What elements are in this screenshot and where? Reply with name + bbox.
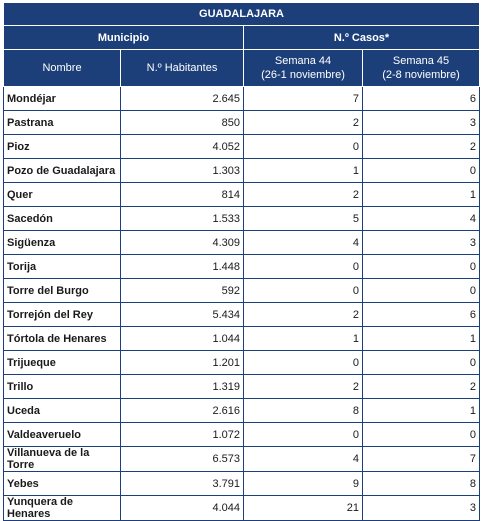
cell-nombre: Torija [4, 255, 121, 279]
group-header-casos: N.º Casos* [244, 26, 480, 50]
cell-semana-44: 7 [244, 87, 363, 111]
cell-semana-44: 0 [244, 135, 363, 159]
cell-semana-45: 7 [363, 447, 480, 472]
cell-semana-45: 3 [363, 231, 480, 255]
column-header-semana-45: Semana 45 (2-8 noviembre) [363, 50, 480, 87]
cell-nombre: Pozo de Guadalajara [4, 159, 121, 183]
cell-semana-44: 0 [244, 423, 363, 447]
cell-semana-45: 1 [363, 183, 480, 207]
cell-nombre: Yunquera de Henares [4, 496, 121, 521]
cell-nombre: Mondéjar [4, 87, 121, 111]
table-title: GUADALAJARA [4, 3, 480, 26]
cell-habitantes: 6.573 [121, 447, 244, 472]
cell-nombre: Villanueva de la Torre [4, 447, 121, 472]
cell-semana-44: 4 [244, 447, 363, 472]
cell-semana-44: 8 [244, 399, 363, 423]
cell-semana-44: 21 [244, 496, 363, 521]
table-row [4, 231, 480, 255]
cell-nombre: Pastrana [4, 111, 121, 135]
cell-semana-45: 0 [363, 159, 480, 183]
cell-semana-45: 6 [363, 87, 480, 111]
cell-semana-44: 1 [244, 159, 363, 183]
cell-semana-45: 0 [363, 255, 480, 279]
cell-semana-44: 2 [244, 183, 363, 207]
cell-semana-45: 2 [363, 375, 480, 399]
cell-habitantes: 4.052 [121, 135, 244, 159]
cell-habitantes: 2.616 [121, 399, 244, 423]
cell-semana-44: 0 [244, 279, 363, 303]
cell-nombre: Uceda [4, 399, 121, 423]
cell-semana-44: 0 [244, 351, 363, 375]
table-body [4, 87, 480, 521]
cell-semana-45: 0 [363, 351, 480, 375]
table-row [4, 303, 480, 327]
cell-semana-45: 1 [363, 327, 480, 351]
cell-nombre: Torre del Burgo [4, 279, 121, 303]
cell-habitantes: 1.448 [121, 255, 244, 279]
cell-semana-44: 5 [244, 207, 363, 231]
table-row [4, 327, 480, 351]
cell-semana-45: 8 [363, 472, 480, 496]
cell-nombre: Torrejón del Rey [4, 303, 121, 327]
cell-semana-44: 9 [244, 472, 363, 496]
cell-nombre: Sacedón [4, 207, 121, 231]
column-header-habitantes: N.º Habitantes [121, 50, 244, 87]
table-row [4, 255, 480, 279]
cell-semana-45: 3 [363, 111, 480, 135]
cell-nombre: Trillo [4, 375, 121, 399]
table-row [4, 111, 480, 135]
cell-habitantes: 850 [121, 111, 244, 135]
cell-habitantes: 3.791 [121, 472, 244, 496]
column-header-semana-44: Semana 44 (26-1 noviembre) [244, 50, 363, 87]
cases-table [3, 3, 480, 521]
table-row [4, 279, 480, 303]
cell-semana-45: 1 [363, 399, 480, 423]
cell-habitantes: 4.044 [121, 496, 244, 521]
cell-nombre: Trijueque [4, 351, 121, 375]
cell-semana-44: 2 [244, 303, 363, 327]
cell-semana-44: 1 [244, 327, 363, 351]
cell-habitantes: 5.434 [121, 303, 244, 327]
cell-nombre: Pioz [4, 135, 121, 159]
cell-semana-44: 2 [244, 111, 363, 135]
cell-semana-45: 0 [363, 423, 480, 447]
cell-semana-45: 2 [363, 135, 480, 159]
table-row [4, 135, 480, 159]
table-row [4, 375, 480, 399]
cell-habitantes: 1.044 [121, 327, 244, 351]
column-header-nombre: Nombre [4, 50, 121, 87]
table-row [4, 159, 480, 183]
cell-nombre: Sigüenza [4, 231, 121, 255]
table-row [4, 496, 480, 521]
table-row [4, 472, 480, 496]
cell-nombre: Quer [4, 183, 121, 207]
table-row [4, 87, 480, 111]
cell-habitantes: 1.072 [121, 423, 244, 447]
cell-semana-45: 3 [363, 496, 480, 521]
cell-semana-44: 0 [244, 255, 363, 279]
cell-habitantes: 814 [121, 183, 244, 207]
table-row [4, 183, 480, 207]
cell-nombre: Valdeaveruelo [4, 423, 121, 447]
cell-habitantes: 1.201 [121, 351, 244, 375]
table-row [4, 399, 480, 423]
table-row [4, 447, 480, 472]
cell-nombre: Tórtola de Henares [4, 327, 121, 351]
cell-habitantes: 4.309 [121, 231, 244, 255]
cases-table-container [3, 3, 479, 521]
table-row [4, 351, 480, 375]
cell-semana-44: 2 [244, 375, 363, 399]
cell-semana-45: 0 [363, 279, 480, 303]
group-header-municipio: Municipio [4, 26, 244, 50]
table-row [4, 423, 480, 447]
cell-habitantes: 1.533 [121, 207, 244, 231]
cell-nombre: Yebes [4, 472, 121, 496]
cell-habitantes: 1.319 [121, 375, 244, 399]
cell-semana-44: 4 [244, 231, 363, 255]
cell-semana-45: 6 [363, 303, 480, 327]
cell-habitantes: 592 [121, 279, 244, 303]
cell-habitantes: 1.303 [121, 159, 244, 183]
table-row [4, 207, 480, 231]
cell-habitantes: 2.645 [121, 87, 244, 111]
cell-semana-45: 4 [363, 207, 480, 231]
